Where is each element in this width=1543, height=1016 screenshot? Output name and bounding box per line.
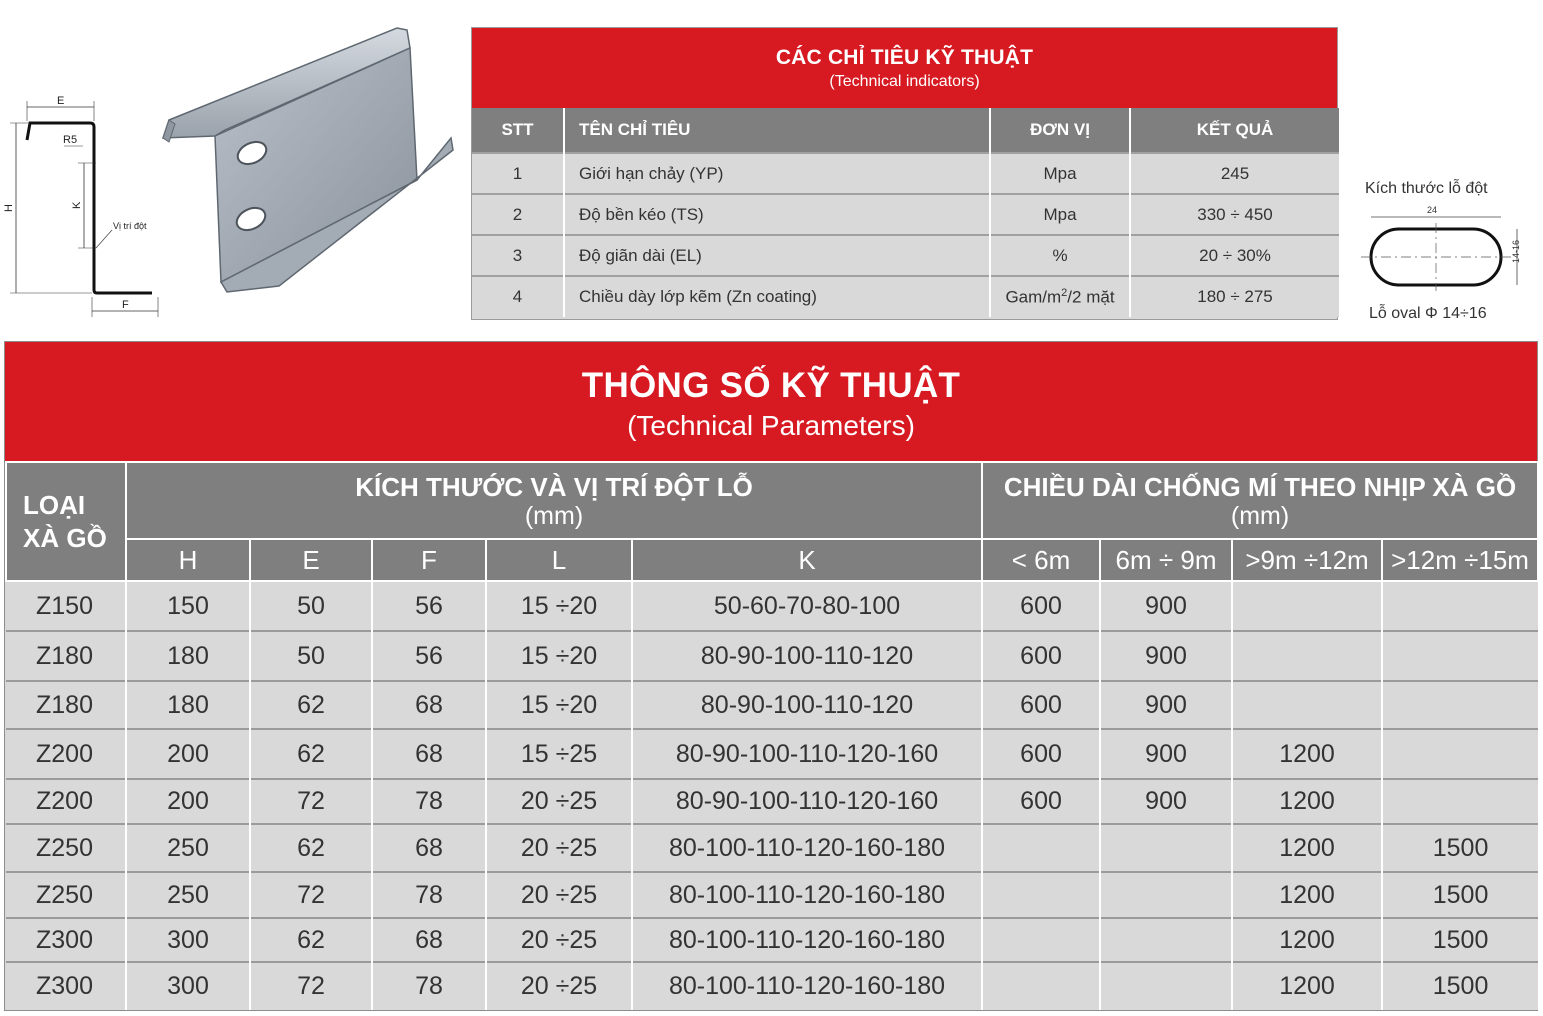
table-row: [6, 581, 1538, 631]
table-row: [6, 962, 1538, 1010]
row-name: Giới hạn chảy (YP): [564, 153, 990, 194]
table-row: [472, 235, 1339, 276]
params-title: THÔNG SỐ KỸ THUẬT: [581, 366, 961, 405]
row-name: Độ bền kéo (TS): [564, 194, 990, 235]
row-result: 330 ÷ 450: [1130, 194, 1339, 235]
cell-type: Z200: [6, 779, 126, 824]
header-span-6-9m: 6m ÷ 9m: [1100, 539, 1232, 581]
cell-e: 72: [250, 962, 372, 1010]
row-name: Độ giãn dài (EL): [564, 235, 990, 276]
row-unit: [990, 276, 1130, 317]
cell-k: 80-90-100-110-120: [632, 681, 982, 729]
cell-span-6-9m: [1100, 872, 1232, 918]
cell-type: Z300: [6, 918, 126, 962]
cell-type: Z250: [6, 872, 126, 918]
cell-e: 72: [250, 872, 372, 918]
cell-span-12-15m: [1382, 681, 1538, 729]
params-subtitle: (Technical Parameters): [627, 410, 915, 441]
cell-span-6-9m: 900: [1100, 729, 1232, 779]
table-row: [6, 779, 1538, 824]
row-stt: 1: [472, 153, 564, 194]
technical-parameters-table: [4, 341, 1538, 1011]
header-e: E: [250, 539, 372, 581]
table-row: [6, 872, 1538, 918]
cell-k: 80-100-110-120-160-180: [632, 962, 982, 1010]
cell-span-lt-6m: [982, 872, 1100, 918]
params-table-body: [6, 581, 1538, 1010]
cell-span-lt-6m: [982, 824, 1100, 872]
cell-type: Z300: [6, 962, 126, 1010]
header-stt: STT: [472, 108, 564, 153]
cell-span-12-15m: [1382, 729, 1538, 779]
unit-superscript: 2: [1061, 286, 1068, 299]
cell-h: 150: [126, 581, 250, 631]
indicators-subtitle: (Technical indicators): [829, 73, 980, 90]
header-purlin-type: [6, 462, 126, 581]
cell-span-lt-6m: 600: [982, 779, 1100, 824]
cell-k: 80-90-100-110-120-160: [632, 729, 982, 779]
header-h: H: [126, 539, 250, 581]
cell-k: 80-100-110-120-160-180: [632, 918, 982, 962]
cell-f: 56: [372, 631, 486, 681]
cell-h: 200: [126, 779, 250, 824]
table-row: [472, 194, 1339, 235]
header-k: K: [632, 539, 982, 581]
cell-span-lt-6m: 600: [982, 681, 1100, 729]
cell-e: 50: [250, 631, 372, 681]
z-purlin-3d-image: [155, 20, 465, 310]
cell-span-12-15m: [1382, 631, 1538, 681]
cell-f: 78: [372, 872, 486, 918]
cell-span-6-9m: 900: [1100, 681, 1232, 729]
table-row: [6, 631, 1538, 681]
row-stt: 2: [472, 194, 564, 235]
indicators-title: CÁC CHỈ TIÊU KỸ THUẬT: [775, 46, 1034, 69]
cell-span-9-12m: 1200: [1232, 779, 1382, 824]
group1-unit: (mm): [524, 502, 584, 530]
header-result: KẾT QUẢ: [1130, 108, 1339, 153]
cell-k: 80-100-110-120-160-180: [632, 824, 982, 872]
table-row: [472, 153, 1339, 194]
cell-span-9-12m: 1200: [1232, 824, 1382, 872]
row-unit: Mpa: [990, 153, 1130, 194]
cell-f: 78: [372, 962, 486, 1010]
technical-indicators-table: [471, 27, 1338, 320]
unit-main: Gam/m: [1005, 287, 1062, 307]
header-span-lt-6m: < 6m: [982, 539, 1100, 581]
group1-title: KÍCH THƯỚC VÀ VỊ TRÍ ĐỘT LỖ: [355, 472, 753, 502]
cell-span-12-15m: [1382, 581, 1538, 631]
cell-h: 250: [126, 872, 250, 918]
row-name: Chiều dày lớp kẽm (Zn coating): [564, 276, 990, 317]
cell-k: 50-60-70-80-100: [632, 581, 982, 631]
cell-span-lt-6m: 600: [982, 631, 1100, 681]
cell-span-lt-6m: 600: [982, 729, 1100, 779]
cell-l: 20 ÷25: [486, 779, 632, 824]
z-profile-diagram: [0, 85, 165, 325]
header-span-9-12m: >9m ÷12m: [1232, 539, 1382, 581]
cell-e: 72: [250, 779, 372, 824]
header-type-line1: LOẠI: [23, 489, 86, 520]
cell-span-9-12m: [1232, 631, 1382, 681]
cell-h: 180: [126, 631, 250, 681]
indicators-header: [472, 28, 1337, 108]
params-header: [5, 342, 1537, 461]
row-result: 20 ÷ 30%: [1130, 235, 1339, 276]
header-f: F: [372, 539, 486, 581]
dim-r5-label: R5: [63, 134, 78, 146]
cell-type: Z180: [6, 631, 126, 681]
cell-l: 20 ÷25: [486, 918, 632, 962]
header-l: L: [486, 539, 632, 581]
cell-f: 56: [372, 581, 486, 631]
hole-height-label: 14-16: [1511, 239, 1521, 263]
cell-k: 80-90-100-110-120: [632, 631, 982, 681]
cell-l: 15 ÷25: [486, 729, 632, 779]
cell-f: 68: [372, 681, 486, 729]
row-unit: Mpa: [990, 194, 1130, 235]
cell-e: 62: [250, 824, 372, 872]
cell-k: 80-90-100-110-120-160: [632, 779, 982, 824]
cell-span-6-9m: 900: [1100, 779, 1232, 824]
table-row: [6, 824, 1538, 872]
header-type-line2: XÀ GỒ: [23, 522, 107, 553]
table-row: [472, 276, 1339, 317]
cell-span-12-15m: 1500: [1382, 872, 1538, 918]
row-unit: %: [990, 235, 1130, 276]
cell-l: 15 ÷20: [486, 581, 632, 631]
cell-span-9-12m: [1232, 581, 1382, 631]
punch-position-label: Vị trí đột: [113, 221, 147, 231]
cell-h: 250: [126, 824, 250, 872]
cell-h: 180: [126, 681, 250, 729]
hole-width-label: 24: [1427, 205, 1438, 215]
header-indicator-name: TÊN CHỈ TIÊU: [564, 108, 990, 153]
cell-type: Z200: [6, 729, 126, 779]
cell-span-12-15m: 1500: [1382, 918, 1538, 962]
dim-e-label: E: [57, 95, 65, 107]
unit-tail: /2 mặt: [1067, 287, 1115, 307]
cell-e: 62: [250, 681, 372, 729]
dim-h-label: H: [3, 204, 15, 212]
header-brace-length-group: [982, 462, 1538, 539]
dim-k-label: K: [71, 201, 83, 209]
cell-k: 80-100-110-120-160-180: [632, 872, 982, 918]
cell-span-6-9m: [1100, 962, 1232, 1010]
hole-detail-title: Kích thước lỗ đột: [1365, 180, 1488, 197]
oval-hole-diagram: [1355, 175, 1540, 330]
cell-span-9-12m: [1232, 681, 1382, 729]
cell-l: 20 ÷25: [486, 962, 632, 1010]
cell-span-6-9m: 900: [1100, 631, 1232, 681]
cell-f: 68: [372, 824, 486, 872]
hole-caption: Lỗ oval Φ 14÷16: [1369, 305, 1487, 322]
cell-l: 15 ÷20: [486, 631, 632, 681]
cell-span-6-9m: [1100, 918, 1232, 962]
row-result: 245: [1130, 153, 1339, 194]
cell-e: 62: [250, 729, 372, 779]
cell-span-12-15m: 1500: [1382, 962, 1538, 1010]
cell-span-9-12m: 1200: [1232, 918, 1382, 962]
cell-e: 62: [250, 918, 372, 962]
group2-title: CHIỀU DÀI CHỐNG MÍ THEO NHỊP XÀ GỒ: [1003, 472, 1517, 502]
cell-type: Z180: [6, 681, 126, 729]
cell-type: Z250: [6, 824, 126, 872]
row-result: 180 ÷ 275: [1130, 276, 1339, 317]
cell-l: 15 ÷20: [486, 681, 632, 729]
table-row: [6, 681, 1538, 729]
row-stt: 3: [472, 235, 564, 276]
cell-span-lt-6m: 600: [982, 581, 1100, 631]
cell-span-9-12m: 1200: [1232, 872, 1382, 918]
header-unit: ĐƠN VỊ: [990, 108, 1130, 153]
table-row: [6, 729, 1538, 779]
cell-span-9-12m: 1200: [1232, 729, 1382, 779]
row-stt: 4: [472, 276, 564, 317]
cell-h: 300: [126, 918, 250, 962]
cell-f: 68: [372, 918, 486, 962]
cell-span-lt-6m: [982, 918, 1100, 962]
cell-l: 20 ÷25: [486, 872, 632, 918]
dim-f-label: F: [122, 299, 129, 311]
group2-unit: (mm): [1230, 502, 1290, 530]
cell-span-9-12m: 1200: [1232, 962, 1382, 1010]
cell-span-6-9m: 900: [1100, 581, 1232, 631]
cell-span-12-15m: [1382, 779, 1538, 824]
header-span-12-15m: >12m ÷15m: [1382, 539, 1538, 581]
cell-type: Z150: [6, 581, 126, 631]
cell-h: 300: [126, 962, 250, 1010]
cell-l: 20 ÷25: [486, 824, 632, 872]
cell-span-6-9m: [1100, 824, 1232, 872]
table-row: [6, 918, 1538, 962]
cell-span-lt-6m: [982, 962, 1100, 1010]
cell-span-12-15m: 1500: [1382, 824, 1538, 872]
cell-e: 50: [250, 581, 372, 631]
cell-f: 78: [372, 779, 486, 824]
cell-f: 68: [372, 729, 486, 779]
header-size-punch-group: [126, 462, 982, 539]
cell-h: 200: [126, 729, 250, 779]
